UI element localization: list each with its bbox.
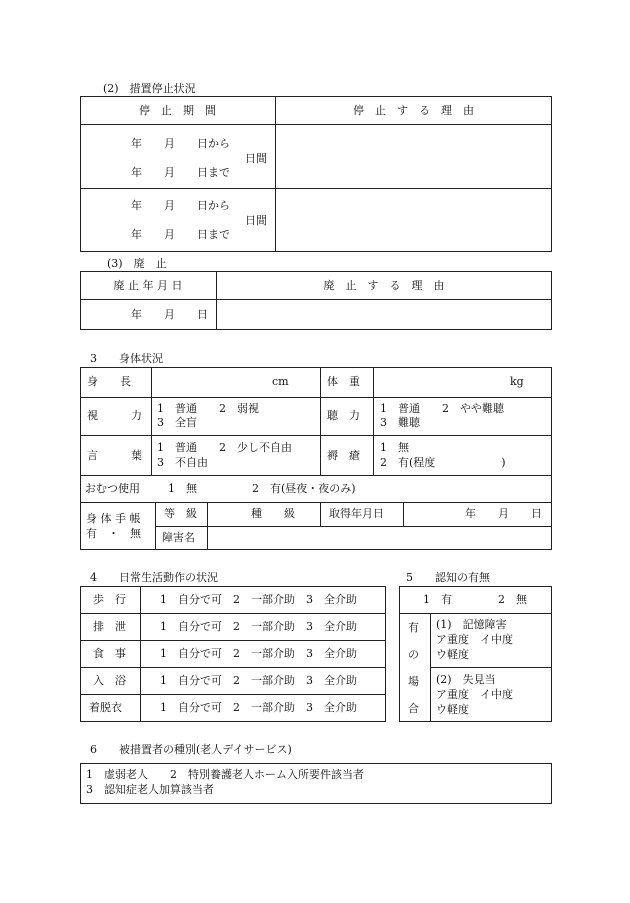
adl-item-dressing: 着脱衣 [89, 701, 122, 714]
vision-option-1: 1 普通 2 弱視 [157, 402, 259, 415]
recipient-type-line-1: 1 虚弱老人 2 特別養護老人ホーム入所要件該当者 [86, 768, 364, 781]
adl-heading: 4 日常生活動作の状況 [90, 571, 218, 584]
suspension-row2-from: 年 月 日から [131, 199, 230, 212]
col-abolition-reason: 廃 止 す る 理 由 [323, 279, 445, 292]
cognition-side-char-2: の [408, 648, 419, 661]
acquired-date-label: 取得年月日 [329, 507, 384, 520]
adl-item-excretion: 排 泄 [93, 620, 126, 633]
bedsore-option-2: 2 有(程度 ) [380, 456, 506, 469]
weight-label: 体 重 [327, 375, 360, 388]
suspension-row1-to: 年 月 日まで [131, 166, 230, 179]
recipient-type-heading: 6 被措置者の種別(老人デイサービス) [90, 743, 292, 756]
cognition-side-char-4: 合 [408, 702, 419, 715]
col-suspension-reason: 停 止 す る 理 由 [353, 104, 474, 117]
bedsore-option-1: 1 無 [380, 441, 409, 454]
memory-impairment-levels: ア重度 イ中度 [436, 633, 513, 646]
cognition-side-char-3: 場 [408, 675, 419, 688]
physical-heading: 3 身体状況 [90, 352, 163, 365]
suspension-row1-days: 日間 [245, 152, 267, 165]
diaper-options: 1 無 2 有(昼夜・夜のみ) [168, 482, 356, 495]
diaper-label: おむつ使用 [85, 482, 140, 495]
suspension-row1-from: 年 月 日から [131, 137, 230, 150]
height-label: 身 長 [87, 375, 131, 388]
col-suspension-period: 停 止 期 間 [139, 104, 216, 117]
hearing-label: 聴 力 [327, 409, 360, 422]
col-abolition-date: 廃 止 年 月 日 [113, 279, 183, 292]
adl-item-walking: 歩 行 [93, 593, 126, 606]
grade-label: 等 級 [164, 507, 197, 520]
hearing-option-2: 3 難聴 [380, 416, 420, 429]
hearing-option-1: 1 普通 2 やや難聴 [380, 402, 504, 415]
abolition-date-value: 年 月 日 [131, 308, 208, 321]
adl-options-bathing: 1 自分で可 2 一部介助 3 全介助 [160, 674, 357, 687]
speech-option-1: 1 普通 2 少し不自由 [157, 441, 292, 454]
suspension-row2-days: 日間 [245, 214, 267, 227]
memory-impairment-mild: ウ軽度 [436, 648, 469, 661]
adl-item-eating: 食 事 [93, 647, 126, 660]
adl-options-dressing: 1 自分で可 2 一部介助 3 全介助 [160, 701, 357, 714]
height-unit: cm [272, 375, 289, 388]
speech-option-2: 3 不自由 [157, 456, 208, 469]
recipient-type-line-2: 3 認知症老人加算該当者 [86, 783, 214, 796]
cognition-heading: 5 認知の有無 [406, 571, 490, 584]
disability-name-label: 障害名 [162, 531, 195, 544]
suspension-row2-to: 年 月 日まで [131, 228, 230, 241]
adl-options-eating: 1 自分で可 2 一部介助 3 全介助 [160, 647, 357, 660]
vision-label: 視 力 [87, 409, 142, 422]
disorientation-levels: ア重度 イ中度 [436, 688, 513, 701]
suspension-heading: (2) 措置停止状況 [103, 82, 196, 95]
disorientation-mild: ウ軽度 [436, 703, 469, 716]
acquired-date-value: 年 月 日 [465, 507, 542, 520]
cognition-no: 2 無 [498, 593, 527, 606]
handbook-label: 身 体 手 帳 [86, 512, 141, 525]
type-label: 種 級 [251, 507, 295, 520]
adl-options-walking: 1 自分で可 2 一部介助 3 全介助 [160, 593, 357, 606]
bedsore-label: 褥 瘡 [327, 449, 360, 462]
memory-impairment-title: (1) 記憶障害 [436, 618, 507, 631]
speech-label: 言 葉 [87, 449, 142, 462]
cognition-yes: 1 有 [423, 593, 452, 606]
adl-item-bathing: 入 浴 [93, 674, 126, 687]
cognition-side-char-1: 有 [408, 621, 419, 634]
adl-options-excretion: 1 自分で可 2 一部介助 3 全介助 [160, 620, 357, 633]
vision-option-2: 3 全盲 [157, 416, 197, 429]
handbook-presence: 有 ・ 無 [86, 527, 141, 540]
disorientation-title: (2) 失見当 [436, 673, 496, 686]
abolition-heading: (3) 廃 止 [107, 257, 167, 270]
weight-unit: kg [510, 375, 524, 388]
